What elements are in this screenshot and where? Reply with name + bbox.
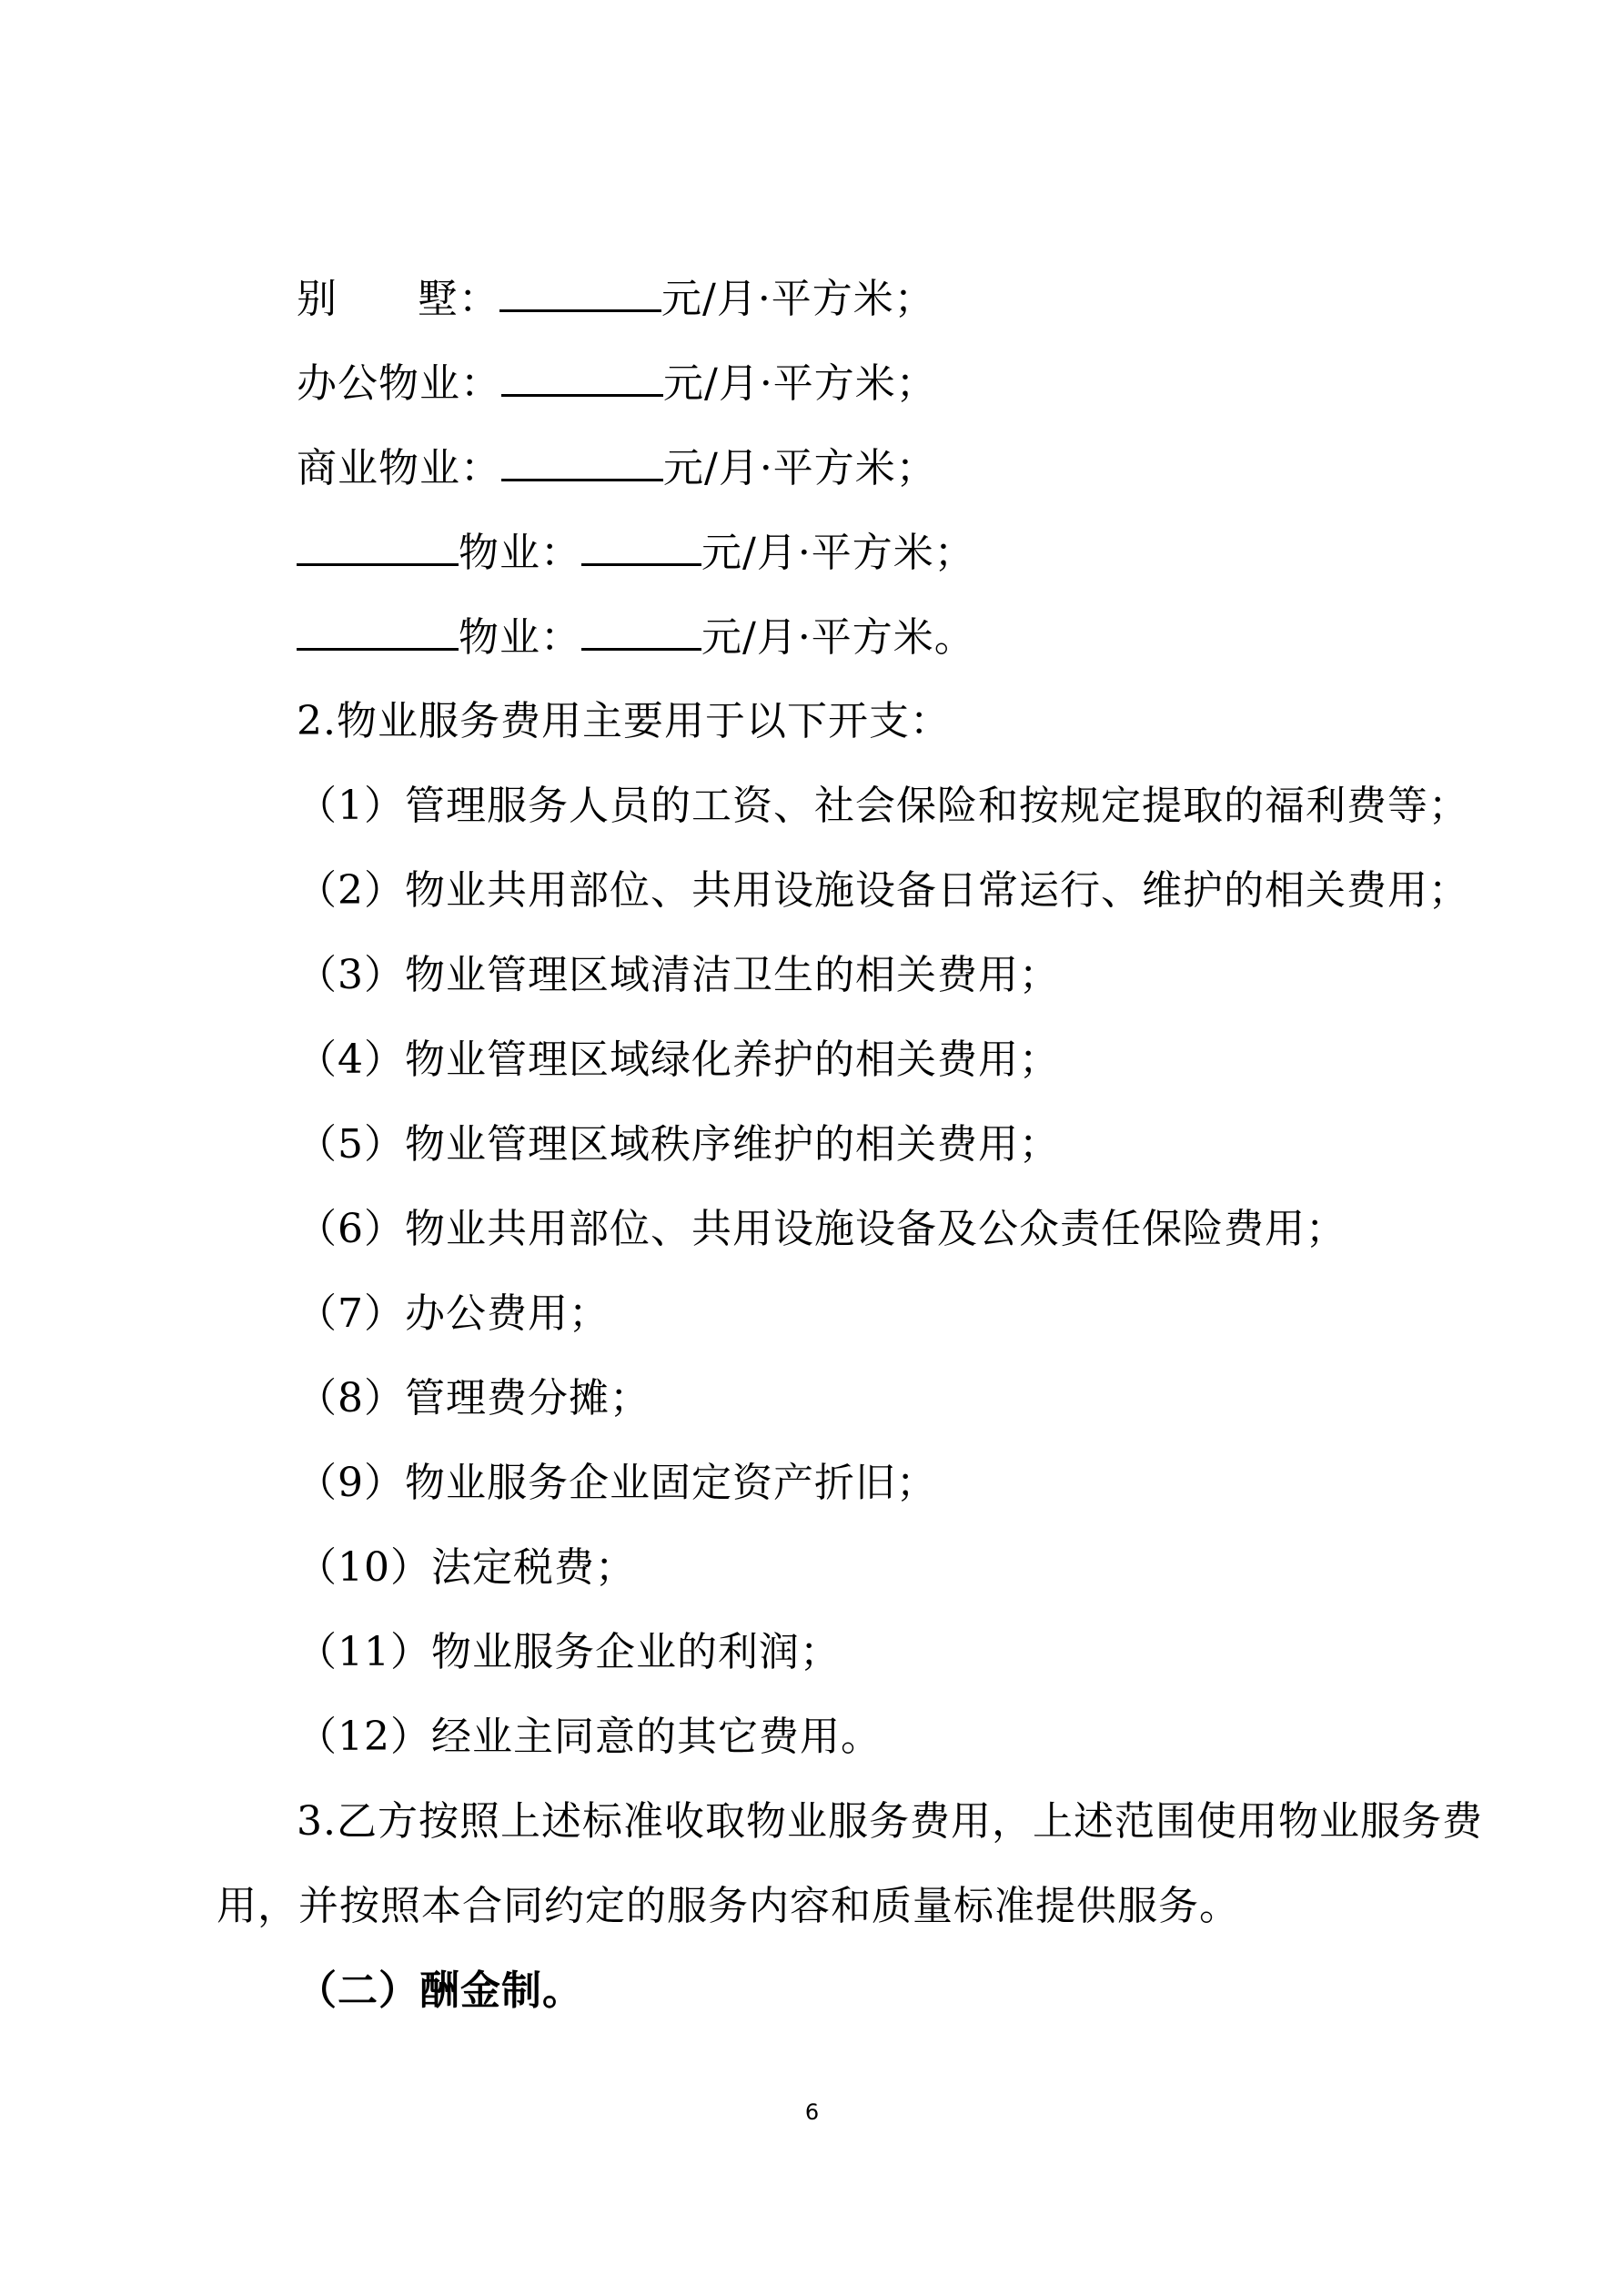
fee-rate-commercial-unit: 元/月·平方米； <box>663 445 937 491</box>
list-item: （8）管理费分摊； <box>297 1375 651 1421</box>
list-item: （3）物业管理区域清洁卫生的相关费用； <box>297 952 1060 998</box>
fee-rate-villa-label-a: 别 <box>297 276 338 322</box>
blank-field <box>297 612 459 651</box>
list-item: （7）办公费用； <box>297 1290 610 1337</box>
fee-rate-commercial <box>297 442 937 494</box>
fee-rate-other-2 <box>297 612 975 663</box>
section-two-heading: （二）酬金制。 <box>297 1967 583 2014</box>
blank-field <box>501 442 663 481</box>
fee-rate-office-label: 办公物业： <box>297 360 501 407</box>
list-item: （9）物业服务企业固定资产折旧； <box>297 1460 937 1506</box>
blank-field <box>501 358 663 397</box>
list-item: （12）经业主同意的其它费用。 <box>297 1714 882 1760</box>
section-3-paragraph-line-1: 3.乙方按照上述标准收取物业服务费用，上述范围使用物业服务费 <box>297 1798 1483 1845</box>
fee-rate-villa-label-b: 墅： <box>418 276 499 322</box>
list-item: （1）管理服务人员的工资、社会保险和按规定提取的福利费等； <box>297 783 1469 829</box>
fee-rate-villa-unit: 元/月·平方米； <box>661 276 935 322</box>
blank-field <box>581 612 701 651</box>
page-number: 6 <box>804 2099 820 2125</box>
blank-field <box>581 527 701 566</box>
fee-rate-other-2-label: 物业： <box>459 614 581 661</box>
list-item: （4）物业管理区域绿化养护的相关费用； <box>297 1037 1060 1083</box>
section-3-paragraph-line-2: 用，并按照本合同约定的服务内容和质量标准提供服务。 <box>217 1883 1240 1929</box>
fee-rate-other-2-unit: 元/月·平方米。 <box>701 614 975 661</box>
fee-rate-commercial-label: 商业物业： <box>297 445 501 491</box>
fee-rate-office <box>297 358 937 410</box>
blank-field <box>297 527 459 566</box>
list-item: （6）物业共用部位、共用设施设备及公众责任保险费用； <box>297 1206 1347 1252</box>
list-item: （11）物业服务企业的利润； <box>297 1629 841 1675</box>
list-item: （10）法定税费； <box>297 1544 636 1591</box>
list-item: （2）物业共用部位、共用设施设备日常运行、维护的相关费用； <box>297 867 1469 914</box>
list-item: （5）物业管理区域秩序维护的相关费用； <box>297 1121 1060 1168</box>
section-2-heading: 2.物业服务费用主要用于以下开支： <box>297 698 951 744</box>
fee-rate-other-1-unit: 元/月·平方米； <box>701 530 975 576</box>
fee-rate-office-unit: 元/月·平方米； <box>663 360 937 407</box>
fee-rate-other-1-label: 物业： <box>459 530 581 576</box>
fee-rate-villa <box>297 273 935 325</box>
fee-rate-other-1 <box>297 527 975 579</box>
blank-field <box>499 273 661 312</box>
